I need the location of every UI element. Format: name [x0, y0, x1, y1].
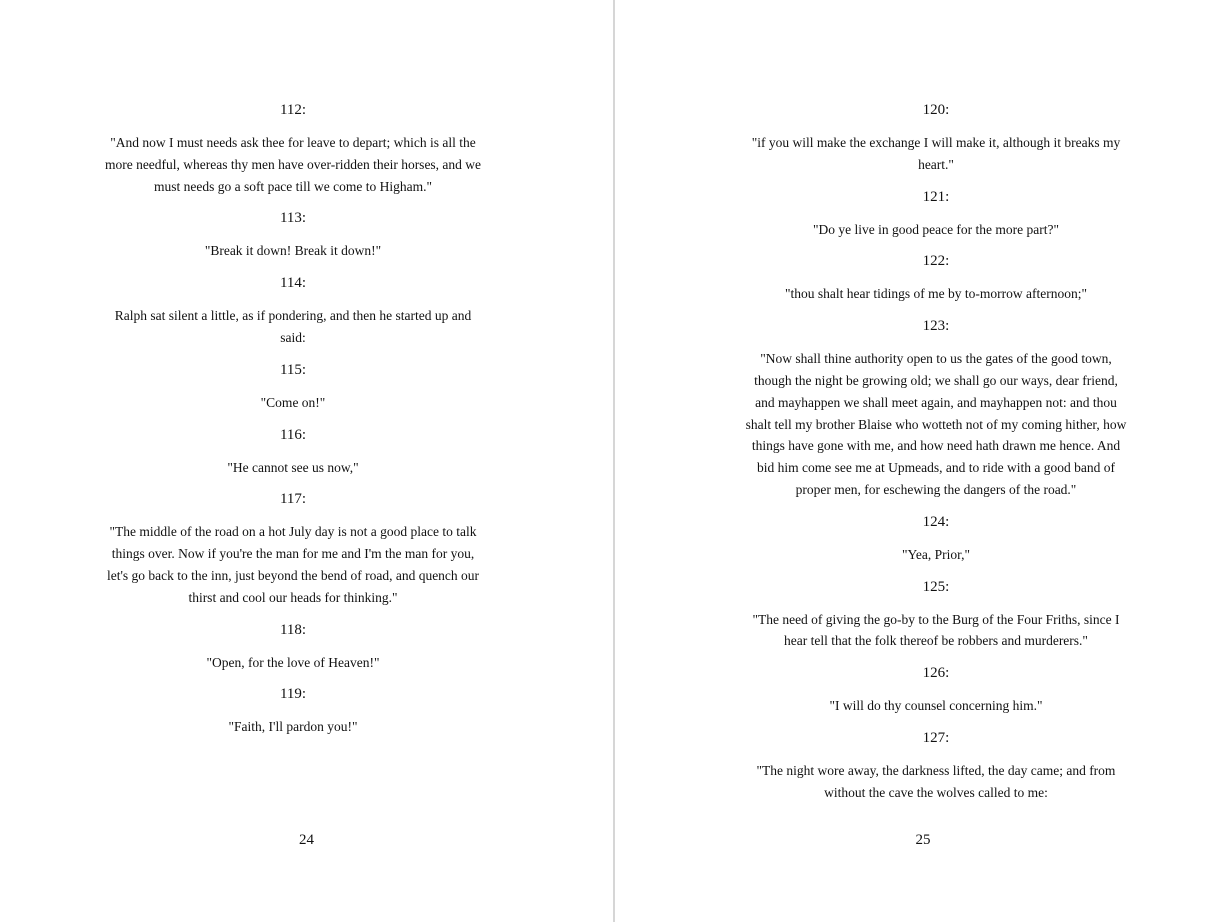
passage-text: "I will do thy counsel concerning him." [829, 698, 1043, 714]
passage-text: "Now shall thine authority open to us the gates of the good town, though the night be growing old; we shall go our ways, dear friend, and mayhappen we shall meet again, and mayhappen not: and thou shalt tell my brother Blaise who wotteth not of my coming hither, how things have gone with me, and how need hath drawn me hence. And bid him come see me at Upmeads, and to ride with a good band of proper men, for eschewing the dangers of the road." [745, 351, 1127, 497]
left-page-text-column [103, 100, 483, 749]
passage-number: 112: [279, 102, 307, 118]
passage-number: 117: [279, 491, 307, 508]
passage-number: 127: [922, 729, 950, 746]
left-page-number: 24 [299, 832, 314, 848]
passage-entry [743, 577, 1129, 653]
passage-entry [103, 684, 483, 738]
passage-entry [743, 100, 1129, 176]
passage-entry [743, 187, 1129, 241]
right-page-text-column [743, 100, 1129, 815]
passage-text: Ralph sat silent a little, as if pondering, and then he started up and said: [114, 308, 472, 345]
passage-text: "Yea, Prior," [902, 546, 970, 562]
passage-text: "The middle of the road on a hot July day is not a good place to talk things over. Now if you're the man for me and I'm the man for you, let's go back to the inn, just beyond the bend of road, and quench our thirst and cool our heads for thinking." [106, 524, 480, 605]
passage-number: 120: [922, 102, 950, 118]
passage-number: 123: [922, 318, 950, 335]
passage-entry [103, 425, 483, 479]
passage-entry [743, 728, 1129, 804]
passage-text: "Come on!" [260, 394, 326, 410]
right-page [615, 0, 1231, 922]
passage-text: "And now I must needs ask thee for leave to depart; which is all the more needful, whereas thy men have over-ridden their horses, and we must needs go a soft pace till we come to Higham." [104, 135, 482, 194]
passage-number: 113: [279, 210, 307, 227]
passage-number: 126: [922, 665, 950, 682]
passage-number: 115: [279, 361, 307, 378]
passage-entry [103, 360, 483, 414]
passage-text: "Faith, I'll pardon you!" [228, 719, 358, 735]
passage-entry [743, 251, 1129, 305]
passage-number: 114: [279, 275, 307, 292]
passage-entry [103, 273, 483, 349]
passage-entry [103, 489, 483, 608]
passage-text: "The need of giving the go-by to the Burg of the Four Friths, since I hear tell that the folk thereof be robbers and murderers." [752, 611, 1120, 649]
passage-number: 125: [922, 578, 950, 595]
passage-text: "The night wore away, the darkness lifted, the day came; and from without the cave the wolves called to me: [756, 762, 1116, 800]
right-page-number: 25 [915, 832, 931, 848]
passage-entry [103, 208, 483, 262]
passage-entry [743, 663, 1129, 717]
passage-number: 119: [279, 686, 307, 703]
passage-entry [103, 100, 483, 197]
passage-number: 116: [279, 426, 307, 443]
passage-number: 122: [922, 253, 950, 270]
passage-text: "thou shalt hear tidings of me by to-morrow afternoon;" [785, 286, 1087, 302]
left-page [0, 0, 613, 922]
passage-text: "if you will make the exchange I will make it, although it breaks my heart." [751, 135, 1121, 172]
passage-entry [743, 512, 1129, 566]
passage-text: "He cannot see us now," [227, 459, 359, 475]
passage-entry [103, 620, 483, 674]
passage-text: "Open, for the love of Heaven!" [206, 654, 380, 670]
passage-number: 118: [279, 621, 307, 638]
passage-text: "Do ye live in good peace for the more part?" [812, 221, 1060, 237]
passage-number: 124: [922, 513, 950, 530]
passage-number: 121: [922, 188, 950, 205]
passage-text: "Break it down! Break it down!" [204, 243, 382, 259]
passage-entry [743, 316, 1129, 501]
